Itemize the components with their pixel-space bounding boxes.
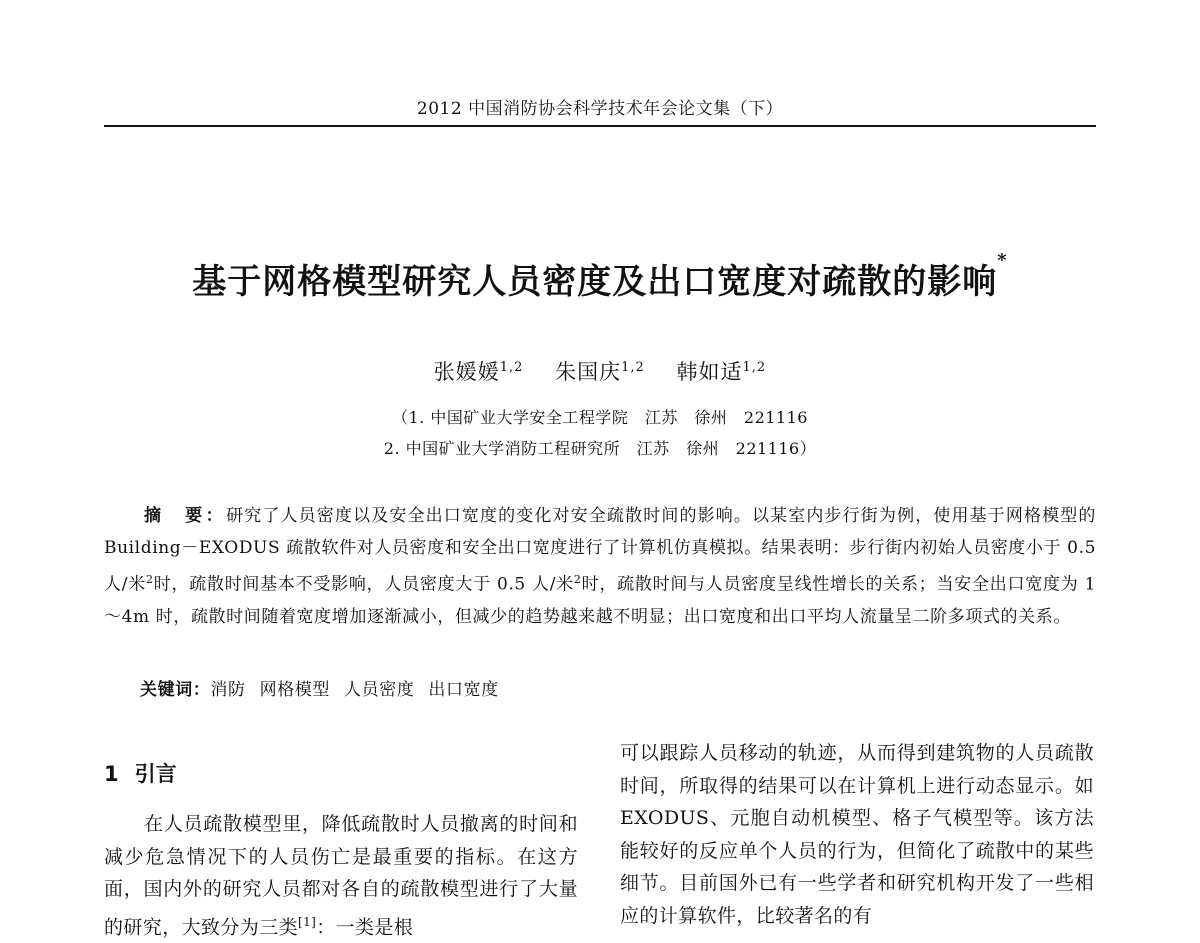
- abstract: [104, 500, 1096, 633]
- body-column-right: 可以跟踪人员移动的轨迹，从而得到建筑物的人员疏散时间，所取得的结果可以在计算机上进行动态显示。如 EXODUS、元胞自动机模型、格子气模型等。该方法能较好的反应单个人员的行为，但简化了疏散中的某些细节。目前国外已有一些学者和研究机构开发了一些相应的计算软件，比较著名的有: [620, 742, 1094, 927]
- keyword: 消防: [210, 680, 246, 700]
- keyword: 人员密度: [344, 680, 415, 700]
- body-text: 在人员疏散模型里，降低疏散时人员撤离的时间和减少危急情况下的人员伤亡是最重要的指标。在这方面，国内外的研究人员都对各自的疏散模型进行了大量的研究，大致分为三类: [104, 813, 578, 938]
- body-text: ：一类是根: [316, 915, 414, 938]
- affiliation-1: （1. 中国矿业大学安全工程学院 江苏 徐州 221116: [392, 408, 808, 427]
- abstract-text: 研究了人员密度以及安全出口宽度的变化对安全疏散时间的影响。以某室内步行街为例，使用基于网格模型的 Building－EXODUS 疏散软件对人员密度和安全出口宽度进行了计算机仿真模拟。结果表明：步行街内初始人员密度小于 0.5 人/米: [104, 506, 1096, 595]
- abstract-label: 摘 要：: [144, 506, 227, 526]
- keywords-label: 关键词：: [140, 680, 211, 700]
- paper-title-text: 基于网格模型研究人员密度及出口宽度对疏散的影响: [192, 262, 998, 302]
- author: [555, 360, 645, 384]
- author-list: [100, 356, 1100, 386]
- keyword: 网格模型: [259, 680, 331, 700]
- title-footnote-mark: *: [997, 250, 1008, 271]
- body-column-left: [104, 808, 578, 943]
- paper-title: [100, 250, 1100, 303]
- header-rule: [104, 125, 1096, 127]
- author-name: 韩如适: [676, 360, 743, 384]
- running-header: 2012 中国消防协会科学技术年会论文集（下）: [416, 99, 784, 119]
- author: [434, 360, 524, 384]
- section-heading: [104, 758, 177, 788]
- section-number: 1: [104, 762, 119, 786]
- author-affiliation-mark: 1,2: [621, 360, 645, 375]
- author: [677, 360, 767, 384]
- author-affiliation-mark: 1,2: [742, 360, 767, 375]
- abstract-text: 时，疏散时间与人员密度呈线性增长的关系；当安全出口宽度为 1～4m 时，疏散时间随着宽度增加逐渐减小，但减少的趋势越来越不明显；出口宽度和出口平均人流量呈二阶多项式的关系。: [104, 574, 1097, 627]
- affiliation-2: 2. 中国矿业大学消防工程研究所 江苏 徐州 221116）: [383, 439, 817, 458]
- author-affiliation-mark: 1,2: [499, 360, 524, 375]
- author-name: 朱国庆: [555, 360, 622, 384]
- abstract-text: 时，疏散时间基本不受影响，人员密度大于 0.5 人/米: [153, 574, 574, 595]
- citation: [1]: [298, 914, 317, 929]
- section-title: 引言: [134, 762, 177, 786]
- keywords: [140, 675, 1096, 700]
- author-name: 张媛媛: [433, 360, 500, 384]
- superscript: 2: [573, 573, 582, 586]
- keyword: 出口宽度: [428, 680, 499, 700]
- superscript: 2: [145, 573, 154, 586]
